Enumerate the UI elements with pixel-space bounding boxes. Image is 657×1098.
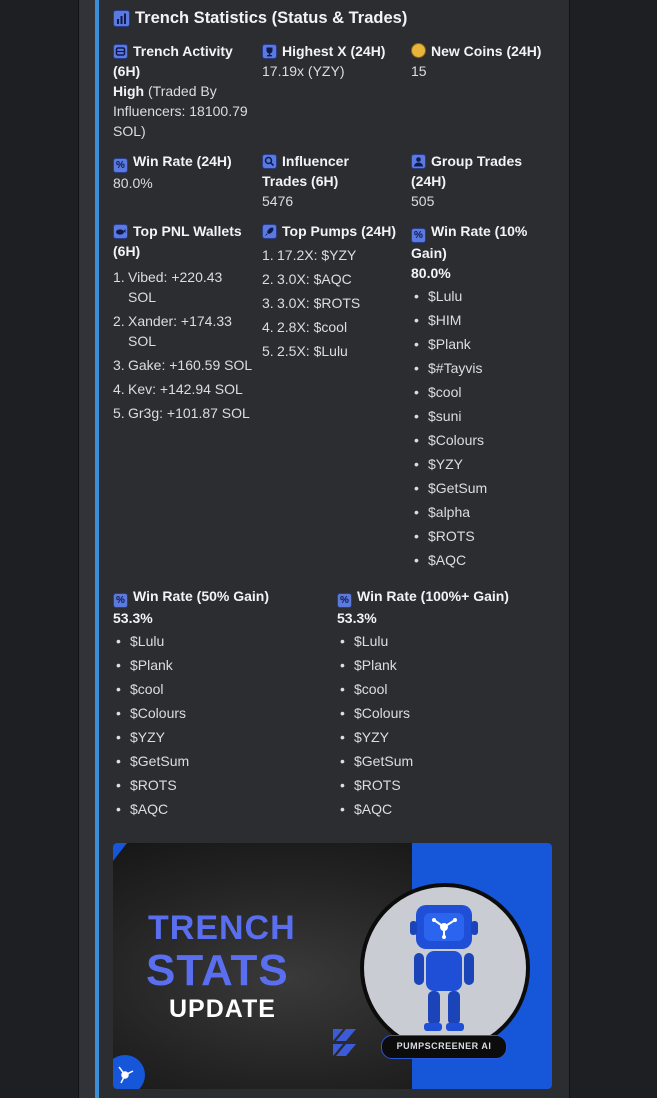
field-name: New Coins (24H) bbox=[411, 41, 561, 61]
win-rate-100-list bbox=[337, 630, 557, 822]
list-item: • $YZY bbox=[337, 726, 557, 750]
field-win-rate-50 bbox=[113, 586, 328, 822]
percent-icon: % bbox=[113, 158, 128, 173]
list-item: • $alpha bbox=[411, 501, 561, 525]
field-top-pumps bbox=[262, 221, 407, 365]
list-item: • $cool bbox=[337, 678, 557, 702]
brand-badge: PUMPSCREENER AI bbox=[381, 1035, 507, 1059]
field-value: 80.0% bbox=[411, 265, 451, 281]
banner-line-2: STATS bbox=[146, 946, 289, 995]
list-item: 3. 3.0X: $ROTS bbox=[262, 295, 361, 311]
list-item: • $GetSum bbox=[113, 750, 328, 774]
field-value: 53.3% bbox=[337, 610, 377, 626]
list-item: • $Lulu bbox=[113, 630, 328, 654]
rocket-icon bbox=[262, 224, 277, 239]
field-name: % Win Rate (100%+ Gain) bbox=[337, 586, 557, 608]
list-item: • $Colours bbox=[113, 702, 328, 726]
list-item: • $AQC bbox=[337, 798, 557, 822]
field-influencer-trades bbox=[262, 151, 407, 211]
percent-icon: % bbox=[337, 593, 352, 608]
list-item: • $GetSum bbox=[337, 750, 557, 774]
list-item: • $ROTS bbox=[337, 774, 557, 798]
win-rate-50-list bbox=[113, 630, 328, 822]
left-panel bbox=[0, 0, 78, 1098]
list-item: • $Plank bbox=[411, 333, 561, 357]
list-item: • $Colours bbox=[411, 429, 561, 453]
pnl-list bbox=[113, 267, 258, 423]
field-win-rate-24h bbox=[113, 151, 258, 193]
field-trench-activity bbox=[113, 41, 258, 141]
field-value: 5476 bbox=[262, 193, 294, 209]
list-item: • $ROTS bbox=[411, 525, 561, 549]
percent-icon: % bbox=[411, 228, 426, 243]
field-name: Group Trades (24H) bbox=[411, 153, 523, 189]
list-item: • $HIM bbox=[411, 309, 561, 333]
list-item: 4. Kev: +142.94 SOL bbox=[113, 381, 243, 397]
list-item: • $Lulu bbox=[411, 285, 561, 309]
field-value: High (Traded By Influencers: 18100.79 SOL) bbox=[113, 83, 248, 139]
field-group-trades bbox=[411, 151, 561, 211]
list-item: 3. Gake: +160.59 SOL bbox=[113, 357, 253, 373]
bar-chart-icon bbox=[113, 10, 130, 27]
trophy-icon bbox=[262, 44, 277, 59]
list-item: • $AQC bbox=[411, 549, 561, 573]
list-item: • $YZY bbox=[113, 726, 328, 750]
list-item: 4. 2.8X: $cool bbox=[262, 319, 348, 335]
field-name: % Win Rate (10% Gain) bbox=[411, 223, 528, 261]
field-name: Influencer Trades (6H) bbox=[262, 153, 349, 189]
field-value: 17.19x (YZY) bbox=[262, 63, 345, 79]
list-item: • $cool bbox=[411, 381, 561, 405]
field-name: Top Pumps (24H) bbox=[262, 221, 407, 241]
list-item: 2. 3.0X: $AQC bbox=[262, 271, 352, 287]
banner-line-3: UPDATE bbox=[169, 995, 276, 1023]
list-item: 5. Gr3g: +101.87 SOL bbox=[113, 405, 250, 421]
list-item: • $AQC bbox=[113, 798, 328, 822]
list-item: 2. Xander: +174.33 SOL bbox=[113, 313, 232, 349]
win-rate-10-list bbox=[411, 285, 561, 573]
field-name: % Win Rate (24H) bbox=[113, 151, 258, 173]
field-name: Highest X (24H) bbox=[262, 41, 407, 61]
list-item: • $Lulu bbox=[337, 630, 557, 654]
field-name: Top PNL Wallets (6H) bbox=[113, 223, 242, 259]
field-win-rate-100 bbox=[337, 586, 557, 822]
field-name: % Win Rate (50% Gain) bbox=[113, 586, 328, 608]
user-icon bbox=[411, 154, 426, 169]
embed-title bbox=[113, 9, 407, 28]
list-item: • $#Tayvis bbox=[411, 357, 561, 381]
list-item: 1. Vibed: +220.43 SOL bbox=[113, 269, 223, 305]
list-item: • $Plank bbox=[337, 654, 557, 678]
list-item: 1. 17.2X: $YZY bbox=[262, 247, 357, 263]
field-value: 53.3% bbox=[113, 610, 153, 626]
field-name: Trench Activity (6H) bbox=[113, 43, 233, 79]
database-icon bbox=[113, 44, 128, 59]
list-item: • $ROTS bbox=[113, 774, 328, 798]
embed-title-text: Trench Statistics (Status & Trades) bbox=[135, 9, 408, 27]
right-panel-divider bbox=[569, 0, 570, 1098]
list-item: • $YZY bbox=[411, 453, 561, 477]
robot-avatar bbox=[360, 883, 530, 1053]
percent-icon: % bbox=[113, 593, 128, 608]
right-panel bbox=[569, 0, 657, 1098]
field-new-coins bbox=[411, 41, 561, 81]
field-win-rate-10 bbox=[411, 221, 561, 573]
whale-icon bbox=[113, 224, 128, 239]
field-value: 80.0% bbox=[113, 175, 153, 191]
embed-image[interactable] bbox=[113, 843, 552, 1089]
list-item: 5. 2.5X: $Lulu bbox=[262, 343, 348, 359]
coin-icon bbox=[411, 43, 426, 58]
banner-line-1: TRENCH bbox=[148, 909, 296, 947]
list-item: • $cool bbox=[113, 678, 328, 702]
list-item: • $Plank bbox=[113, 654, 328, 678]
magnifier-icon bbox=[262, 154, 277, 169]
list-item: • $Colours bbox=[337, 702, 557, 726]
field-top-pnl-wallets bbox=[113, 221, 258, 427]
list-item: • $suni bbox=[411, 405, 561, 429]
field-highest-x bbox=[262, 41, 407, 81]
robot-icon bbox=[364, 887, 526, 1049]
pumps-list bbox=[262, 245, 407, 361]
list-item: • $GetSum bbox=[411, 477, 561, 501]
field-value: 15 bbox=[411, 63, 427, 79]
field-value: 505 bbox=[411, 193, 435, 209]
